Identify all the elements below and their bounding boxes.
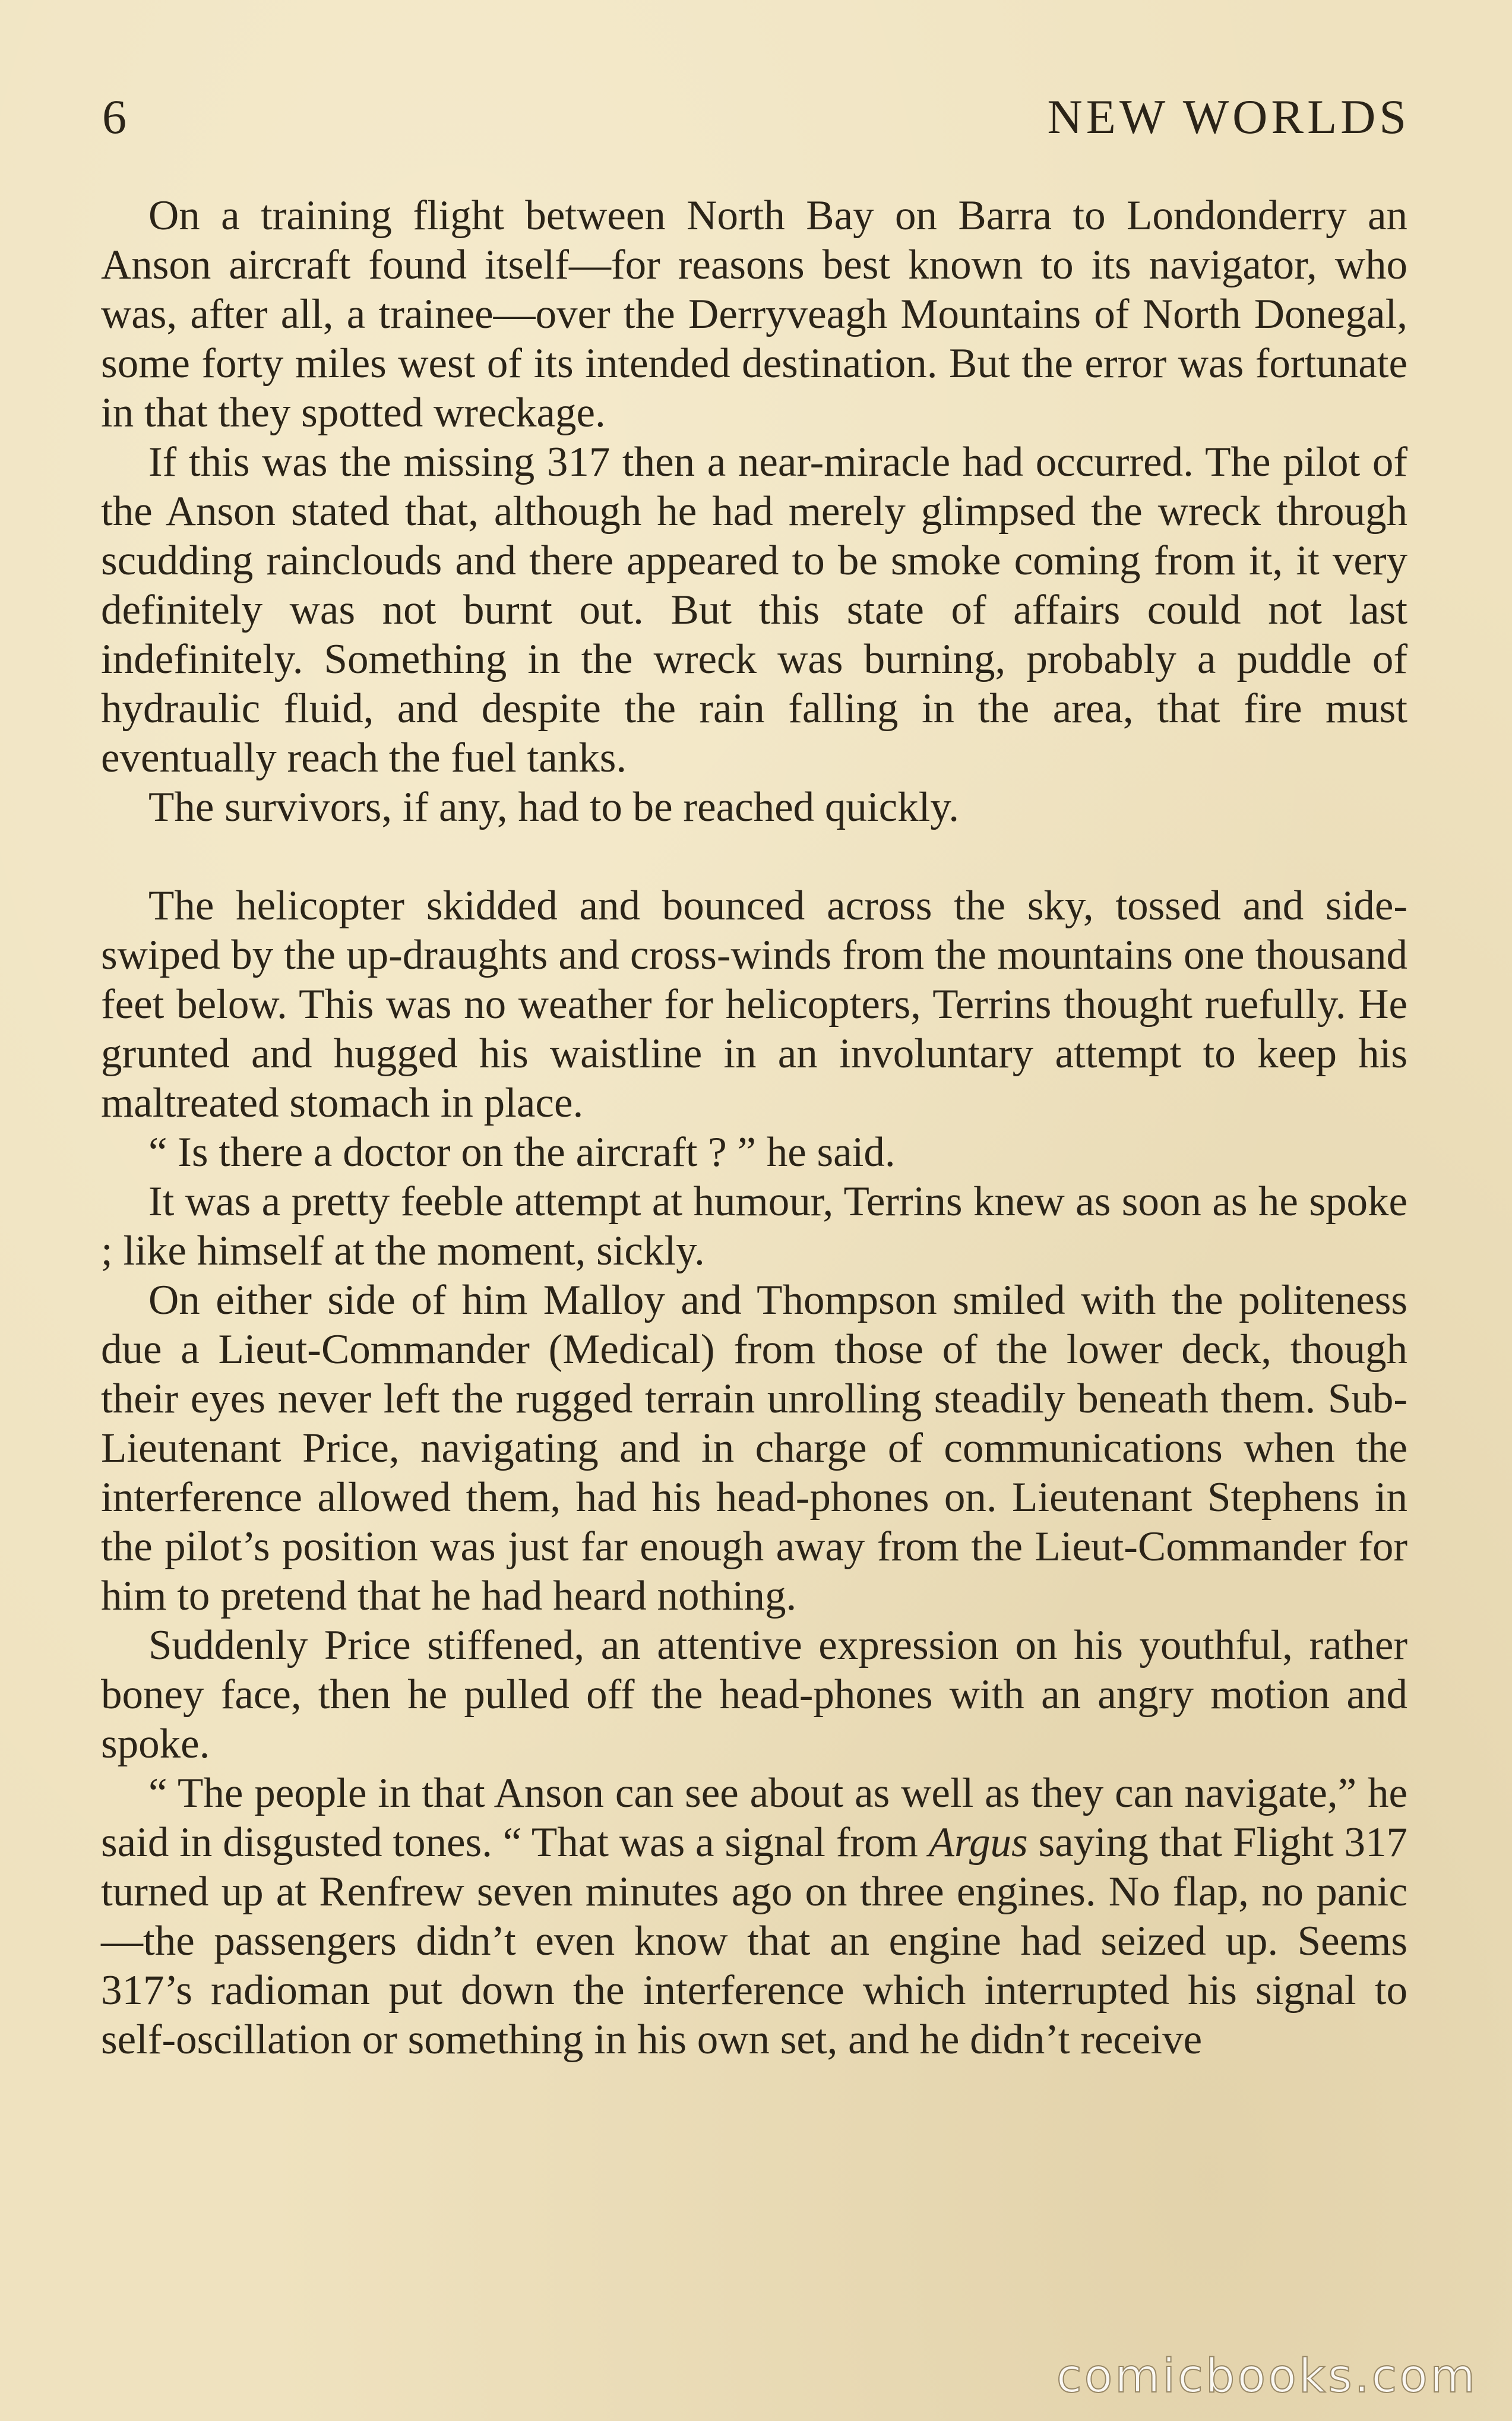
page-header — [102, 89, 1410, 154]
paragraph-doctor-question: “ Is there a doctor on the aircraft ? ” he said. — [148, 1129, 896, 1175]
paragraph-anson-signal — [101, 1769, 1407, 2065]
paragraph-anson-flight: On a training flight between North Bay on Barra to Londonderry an Anson aircraft found itself—for reasons best known to its navigator, who was, after all, a trainee—over the Derryveagh Mountains of North Donegal, some forty miles west of its intended destination. But the error was fortunate in that they spotted wreckage. — [101, 192, 1407, 436]
paragraph-price-stiffened: Suddenly Price stiffened, an attentive expression on his youthful, rather boney face, then he pulled off the head-phones with an angry motion and spoke. — [101, 1622, 1407, 1767]
ship-name-argus: Argus — [928, 1819, 1028, 1866]
watermark: comicbooks.com — [1056, 2350, 1478, 2403]
paragraph-anson-signal-part1: “ The people in that Anson can see about as well as they can navigate,” he said in disgusted tones. “ That was a signal from — [101, 1770, 1407, 1866]
story-text — [101, 191, 1407, 2065]
paragraph-malloy-thompson: On either side of him Malloy and Thompson smiled with the politeness due a Lieut-Commander (Medical) from those of the lower deck, though their eyes never left the rugged terrain unrolling steadily beneath them. Sub-Lieutenant Price, navigating and in charge of communications when the interference allowed them, had his head-phones on. Lieutenant Stephens in the pilot’s position was just far enough away from the Lieut-Commander for him to pretend that he had heard nothing. — [101, 1277, 1407, 1619]
page-number: 6 — [102, 90, 128, 144]
paragraph-anson-signal-part2: saying that Flight 317 turned up at Renfrew seven minutes ago on three engines. No flap, no panic—the passengers didn’t even know that an engine had seized up. Seems 317’s radioman put down the interference which interrupted his signal to self-oscillation or something in his own set, and he didn’t receive — [101, 1819, 1408, 2063]
running-title: NEW WORLDS — [1047, 90, 1410, 144]
paragraph-helicopter: The helicopter skidded and bounced across the sky, tossed and side-swiped by the up-draughts and cross-winds from the mountains one thousand feet below. This was no weather for helicopters, Terrins thought ruefully. He grunted and hugged his waistline in an involuntary attempt to keep his maltreated stomach in place. — [101, 883, 1407, 1126]
paragraph-near-miracle: If this was the missing 317 then a near-miracle had occurred. The pilot of the Anson stated that, although he had merely glimpsed the wreck through scudding rainclouds and there appeared to be smoke coming from it, it very definitely was not burnt out. But this state of affairs could not last indefinitely. Something in the wreck was burning, probably a puddle of hydraulic fluid, and despite the rain falling in the area, that fire must eventually reach the fuel tanks. — [101, 439, 1407, 781]
paragraph-survivors: The survivors, if any, had to be reached quickly. — [148, 784, 959, 830]
paragraph-feeble-humour: It was a pretty feeble attempt at humour, Terrins knew as soon as he spoke ; like himself at the moment, sickly. — [101, 1178, 1407, 1274]
